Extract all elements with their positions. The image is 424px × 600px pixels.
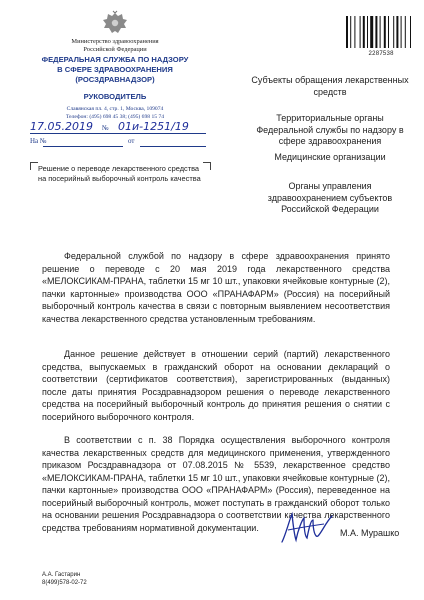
barcode-icon (345, 16, 417, 48)
body-paragraph-2: Данное решение действует в отношении серий (партий) лекарственного средства, выпускаемых в гражданский оборот на основании деклараций о соответствии (сертификатов соответствия), зарегистрированных (выданных) после даты принятия Росздравнадзором решения о переводе лекарственного средства на посерийный выборочный контроль до принятия решения о снятии с посерийного выборочного контроля. (42, 349, 390, 422)
address-line-1: Славянская пл. 4, стр. 1, Москва, 109074 (66, 106, 164, 112)
registration-date: 17.05.2019 (30, 120, 93, 133)
reply-to-label: На № (30, 137, 47, 145)
registration-number-label: № (102, 124, 109, 132)
head-title: РУКОВОДИТЕЛЬ (83, 92, 147, 101)
body-paragraph-3: В соответствии с п. 38 Порядка осуществления выборочного контроля качества лекарственных средств для медицинского применения, утвержденного приказом Росздравнадзора от 07.08.2015 № 5539, лекарственное средство «МЕЛОКСИКАМ-ПРАНА, таблетки 15 мг 10 шт., упаковки ячейковые контурные (2), пачки картонные» производства ООО «ПРАНАФАРМ» (Россия), переведенное на посерийный выборочный контроль, может поступать в гражданский оборот только на основании решения Росздравнадзора о соответствии качества лекарственного средства требованиям нормативной документации. (42, 435, 390, 533)
service-name-line-3: (РОСЗДРАВНАДЗОР) (75, 75, 155, 84)
reply-to-underline (43, 146, 123, 147)
addressee-4: Органы управления здравоохранением субъектов Российской Федерации (267, 181, 393, 214)
body-paragraph-1: Федеральной службой по надзору в сфере здравоохранения принято решение о переводе с 20 мая 2019 года лекарственного средства «МЕЛОКСИКАМ-ПРАНА, таблетки 15 мг 10 шт., упаковки ячейковые контурные (2), пачки картонные» производства ООО «ПРАНАФАРМ» (Россия) на посерийный выборочный контроль качества в связи с повторным выявлением несоответствия качества лекарственного средства установленным требованиям. (42, 251, 390, 324)
service-name-line-2: В СФЕРЕ ЗДРАВООХРАНЕНИЯ (57, 65, 173, 74)
subject-corner-left (30, 162, 38, 170)
executor-phone: 8(499)578-02-72 (42, 580, 87, 586)
addressee-2: Территориальные органы Федеральной службы по надзору в сфере здравоохранения (256, 113, 404, 146)
reply-from-label: от (128, 137, 135, 145)
barcode-number: 2287538 (368, 50, 394, 57)
handwritten-signature (278, 508, 336, 548)
signer-name: М.А. Мурашко (340, 528, 400, 538)
executor-name: А.А. Гастарин (42, 572, 81, 578)
ministry-line-2: Российской Федерации (83, 46, 147, 53)
registration-number: 01и-1251/19 (118, 120, 189, 133)
addressee-3: Медицинские организации (274, 152, 386, 162)
service-name-line-1: ФЕДЕРАЛЬНАЯ СЛУЖБА ПО НАДЗОРУ (41, 55, 189, 64)
reply-from-underline (140, 146, 206, 147)
address-line-2: Телефон: (495) 698 45 38; (495) 698 15 74 (65, 114, 165, 120)
coat-of-arms-icon (101, 10, 129, 38)
letter-subject: Решение о переводе лекарственного средства на посерийный выборочный контроль качества (38, 164, 201, 184)
addressee-1: Субъекты обращения лекарственных средств (251, 75, 409, 97)
ministry-line-1: Министерство здравоохранения (71, 38, 159, 45)
registration-underline (30, 133, 206, 134)
